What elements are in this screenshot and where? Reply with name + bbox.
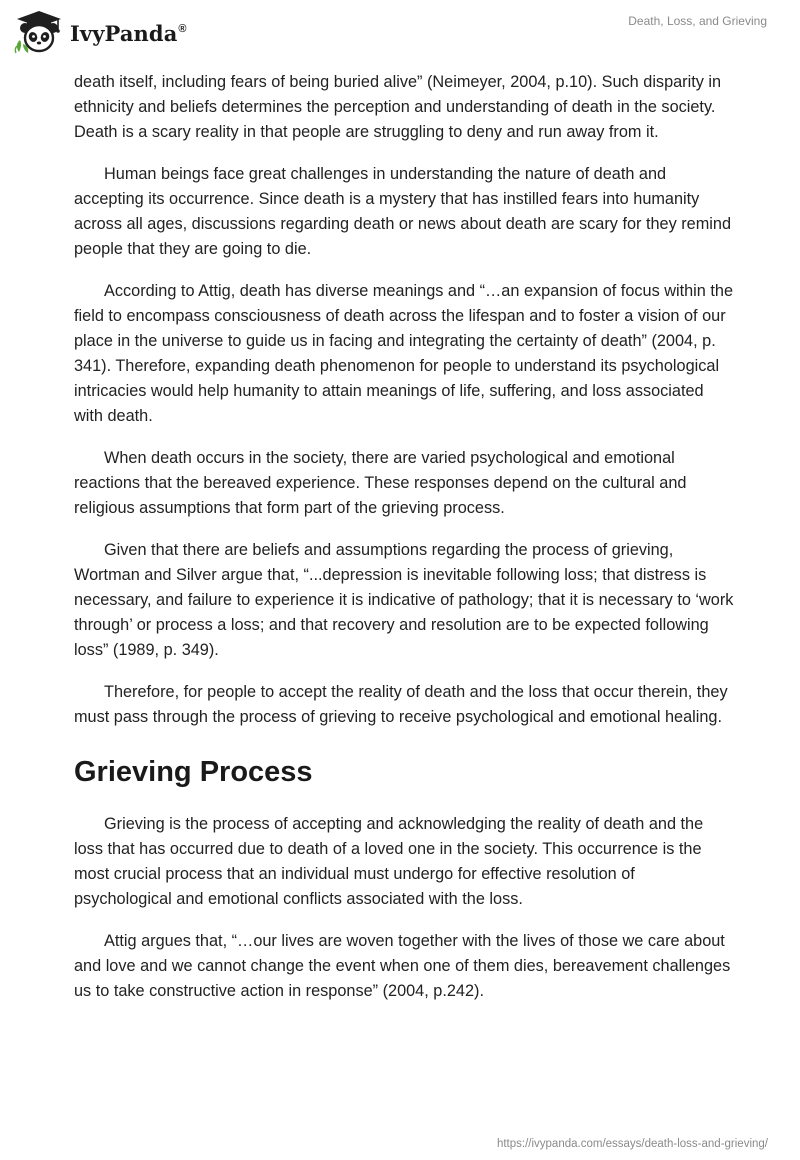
brand-name-text: IvyPanda <box>70 20 178 46</box>
essay-paragraph: death itself, including fears of being buried alive” (Neimeyer, 2004, p.10). Such disparity in ethnicity and beliefs determines the perception and understanding of death in the society. Death is a scary reality in that people are struggling to deny and run away from it. <box>74 73 722 141</box>
essay-paragraph: Attig argues that, “…our lives are woven together with the lives of those we care about and love and we cannot change the event when one of them dies, bereavement challenges us to take constructive action in response” (2004, p.242). <box>74 932 731 1000</box>
ivypanda-logo[interactable] <box>14 10 187 54</box>
brand-name <box>70 21 187 46</box>
page-header <box>0 0 800 64</box>
essay-paragraph: Given that there are beliefs and assumptions regarding the process of grieving, Wortman and Silver argue that, “...depression is inevitable following loss; that distress is necessary, and failure to experience it is indicative of pathology; that it is necessary to ‘work through’ or process a loss; and that recovery and resolution are to be expected following loss” (1989, p. 349). <box>74 541 734 659</box>
essay-paragraph: When death occurs in the society, there are varied psychological and emotional reactions that the bereaved experience. These responses depend on the cultural and religious assumptions that form part of the grieving process. <box>74 449 687 517</box>
essay-paragraph: Human beings face great challenges in understanding the nature of death and accepting its occurrence. Since death is a mystery that has instilled fears into humanity across all ages, discussions regarding death or news about death are scary for they remind people that they are going to die. <box>74 165 732 258</box>
source-url[interactable]: https://ivypanda.com/essays/death-loss-and-grieving/ <box>496 1138 768 1150</box>
essay-body <box>74 70 734 1021</box>
panda-graduation-cap-icon <box>14 10 64 54</box>
essay-paragraph: According to Attig, death has diverse meanings and “…an expansion of focus within the field to encompass consciousness of death across the lifespan and to foster a vision of our place in the universe to guide us in facing and integrating the certainty of death” (2004, p. 341). Therefore, expanding death phenomenon for people to understand its psychological intricacies would help humanity to attain meanings of life, suffering, and loss associated with death. <box>74 282 734 425</box>
essay-paragraph: Grieving is the process of accepting and acknowledging the reality of death and the loss that has occurred due to death of a loved one in the society. This occurrence is the most crucial process that an individual must undergo for effective resolution of psychological and emotional conflicts associated with the loss. <box>74 815 704 908</box>
registered-mark: ® <box>178 22 187 35</box>
section-heading: Grieving Process <box>74 756 313 788</box>
essay-paragraph: Therefore, for people to accept the reality of death and the loss that occur therein, they must pass through the process of grieving to receive psychological and emotional healing. <box>74 683 728 726</box>
document-title: Death, Loss, and Grieving <box>628 14 767 28</box>
